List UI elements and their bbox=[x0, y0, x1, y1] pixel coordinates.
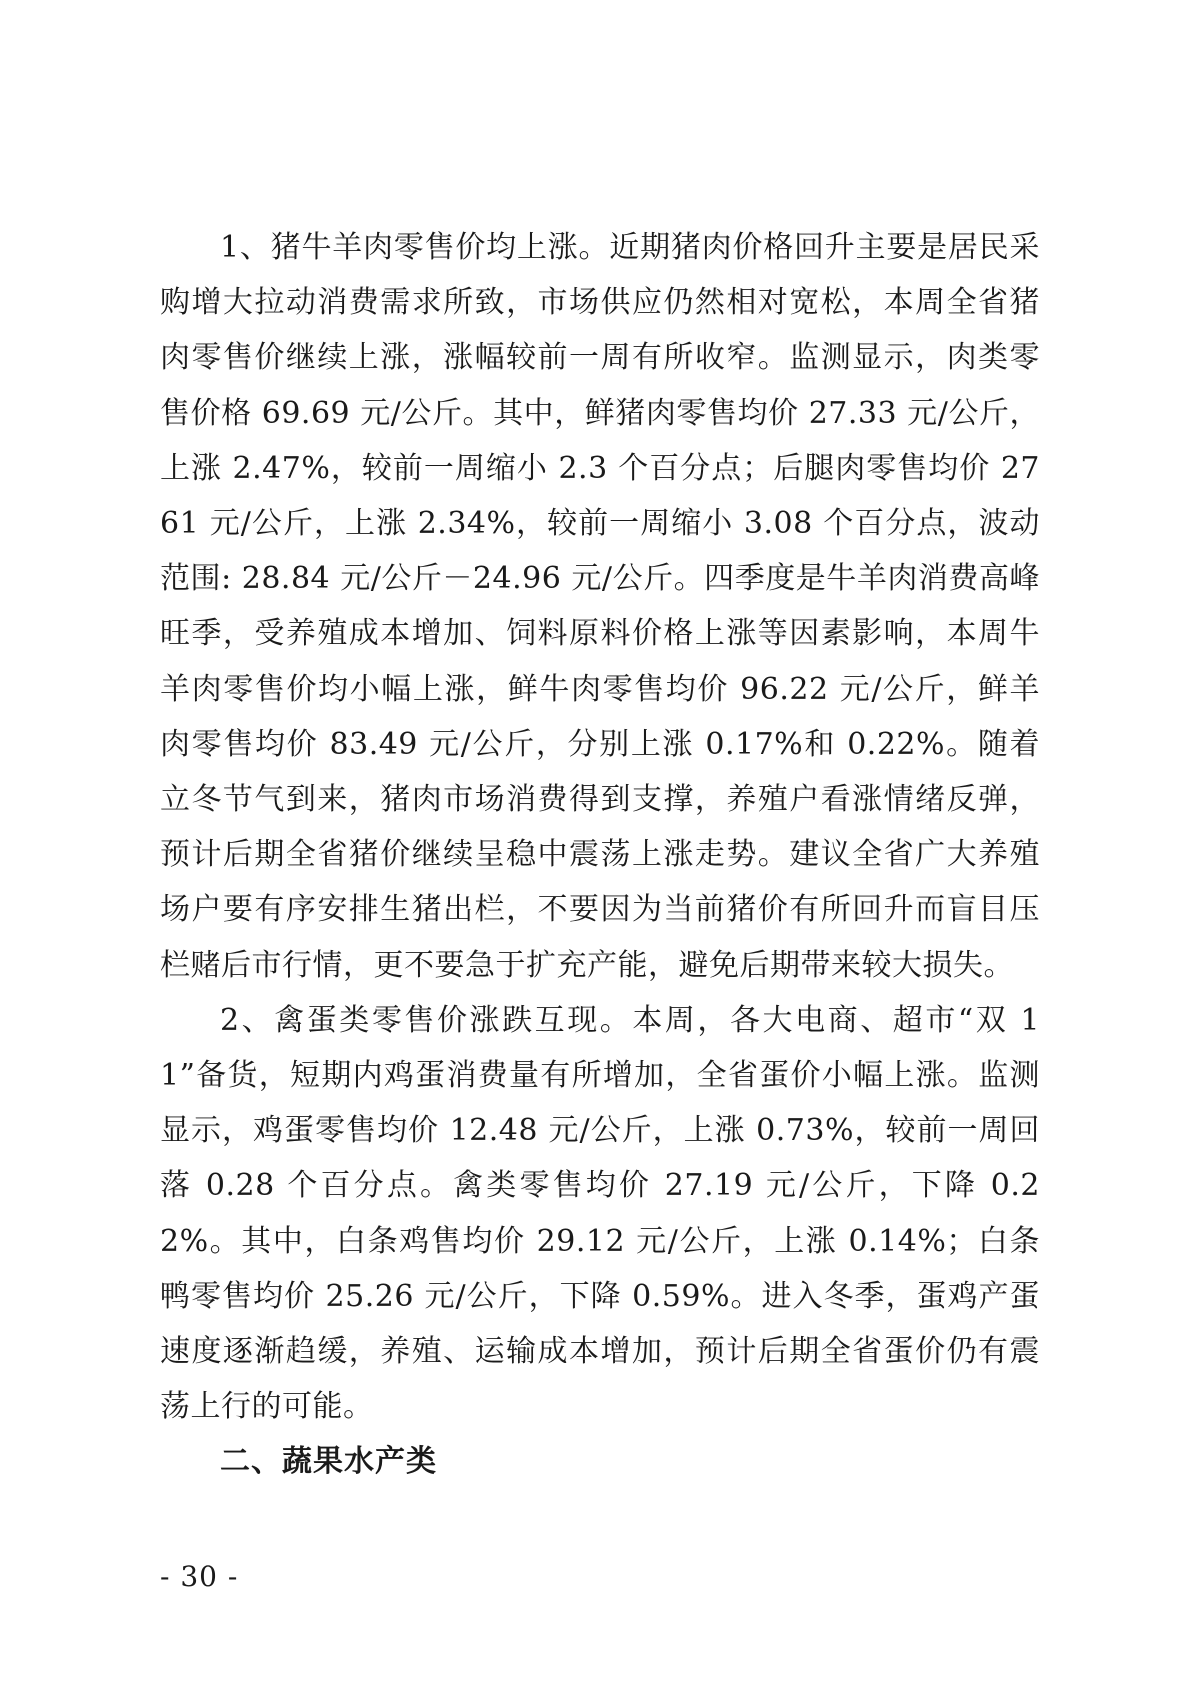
body-text bbox=[160, 220, 1040, 1490]
paragraph-poultry-egg-prices: 2、禽蛋类零售价涨跌互现。本周，各大电商、超市“双 11”备货，短期内鸡蛋消费量有所增加，全省蛋价小幅上涨。监测显示，鸡蛋零售均价 12.48 元/公斤，上涨 0.73%，较前一周回落 0.28 个百分点。禽类零售均价 27.19 元/公斤，下降 0.22%。其中，白条鸡售均价 29.12 元/公斤，上涨 0.14%；白条鸭零售均价 25.26 元/公斤，下降 0.59%。进入冬季，蛋鸡产蛋速度逐渐趋缓，养殖、运输成本增加，预计后期全省蛋价仍有震荡上行的可能。 bbox=[160, 1002, 1040, 1425]
section-heading: 二、蔬果水产类 bbox=[220, 1444, 437, 1480]
paragraph-meat-prices: 1、猪牛羊肉零售价均上涨。近期猪肉价格回升主要是居民采购增大拉动消费需求所致，市场供应仍然相对宽松，本周全省猪肉零售价继续上涨，涨幅较前一周有所收窄。监测显示，肉类零售价格 69.69 元/公斤。其中，鲜猪肉零售均价 27.33 元/公斤，上涨 2.47%，较前一周缩小 2.3 个百分点；后腿肉零售均价 2761 元/公斤，上涨 2.34%，较前一周缩小 3.08 个百分点，波动范围: 28.84 元/公斤－24.96 元/公斤。四季度是牛羊肉消费高峰旺季，受养殖成本增加、饲料原料价格上涨等因素影响，本周牛羊肉零售价均小幅上涨，鲜牛肉零售均价 96.22 元/公斤，鲜羊肉零售均价 83.49 元/公斤，分别上涨 0.17%和 0.22%。随着立冬节气到来，猪肉市场消费得到支撑，养殖户看涨情绪反弹，预计后期全省猪价继续呈稳中震荡上涨走势。建议全省广大养殖场户要有序安排生猪出栏，不要因为当前猪价有所回升而盲目压栏赌后市行情，更不要急于扩充产能，避免后期带来较大损失。 bbox=[160, 230, 1040, 983]
page-number: - 30 - bbox=[160, 1560, 239, 1593]
